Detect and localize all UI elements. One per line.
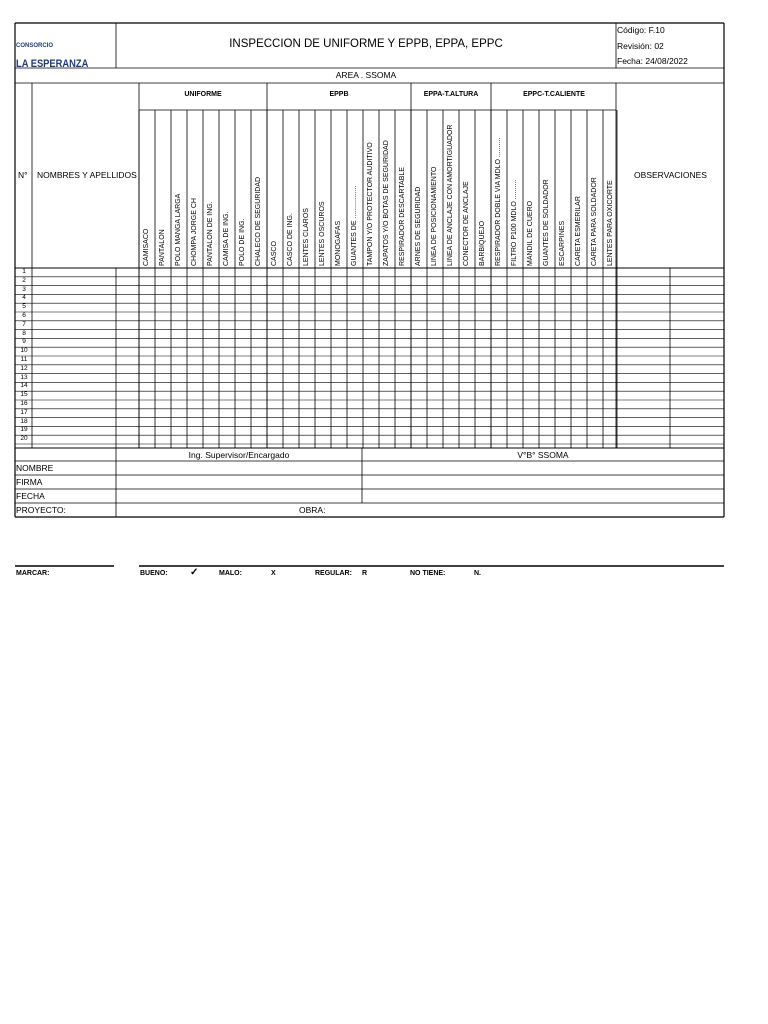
item-header: TAMPON Y/O PROTECTOR AUDITIVO [367, 142, 374, 266]
row-number: 19 [20, 426, 28, 434]
row-number: 13 [20, 373, 28, 381]
legend-regular: REGULAR: [315, 570, 352, 577]
legend-no-tiene: NO TIENE: [410, 570, 446, 577]
item-header: CAMISACO [143, 228, 150, 266]
row-number: 10 [20, 347, 28, 355]
item-header: ARNES DE SEGURIDAD [415, 186, 422, 266]
row-number: 16 [20, 400, 28, 407]
firma-label: FIRMA [16, 477, 43, 487]
item-header: BARBIQUEJO [479, 220, 486, 266]
row-number: 7 [22, 320, 26, 328]
item-header: MONOGAFAS [335, 220, 342, 266]
item-header: LENTES PARA OXICORTE [607, 180, 614, 266]
logo-big-text: LA ESPERANZA [16, 57, 89, 70]
fecha-label: FECHA [16, 491, 45, 501]
row-number: 20 [20, 435, 28, 443]
row-number: 3 [22, 285, 26, 293]
row-number: 15 [20, 391, 28, 399]
legend-malo: MALO: [219, 570, 242, 577]
item-header: PANTALON [159, 229, 166, 266]
row-number: 17 [20, 408, 28, 416]
legend-bueno: BUENO: [140, 570, 168, 577]
row-number: 12 [20, 364, 28, 372]
form-revision: Revisión: 02 [617, 41, 664, 51]
row-number: 1 [22, 268, 26, 275]
row-number: 4 [22, 294, 26, 302]
observations-header: OBSERVACIONES [634, 170, 707, 180]
row-number: 2 [22, 276, 26, 284]
nombre-label: NOMBRE [16, 463, 54, 473]
row-number: 6 [22, 312, 26, 319]
row-number: 18 [20, 417, 28, 425]
item-header: CHOMPA JORGE CH [191, 198, 198, 266]
item-header: CAMISA DE ING. [223, 211, 230, 266]
company-logo [16, 37, 116, 70]
item-header: GUANTES DE SOLDADOR [543, 179, 550, 266]
item-header: POLO DE ING. [239, 218, 246, 266]
check-icon: ✓ [190, 567, 199, 578]
item-header: LINEA DE POSICIONAMIENTO [431, 166, 438, 266]
item-header: CONECTOR DE ANCLAJE [463, 181, 470, 266]
legend-malo-mark: X [271, 570, 276, 577]
area-label: AREA . SSOMA [335, 70, 397, 80]
form-code: Código: F.10 [617, 25, 665, 35]
names-header: NOMBRES Y APELLIDOS [37, 170, 137, 180]
legend-regular-mark: R [362, 570, 368, 577]
row-number: 14 [20, 382, 28, 390]
supervisor-label: Ing. Supervisor/Encargado [188, 450, 290, 460]
group-header: EPPC-T.CALIENTE [523, 91, 585, 98]
item-header: ZAPATOS Y/O BOTAS DE SEGURIDAD [383, 140, 390, 266]
logo-small-text: CONSORCIO [16, 42, 54, 49]
item-header: LINEA DE ANCLAJE CON AMORTIGUADOR [447, 124, 454, 266]
item-header: CARETA ESMERILAR [575, 196, 582, 266]
obra-label: OBRA: [299, 505, 326, 515]
ssoma-label: V°B° SSOMA [517, 450, 569, 460]
legend-marcar: MARCAR: [16, 570, 50, 577]
legend-no-tiene-mark: N. [474, 570, 481, 577]
item-header: PANTALON DE ING. [207, 201, 214, 266]
group-header: UNIFORME [184, 91, 222, 98]
item-header: POLO MANGA LARGA [175, 193, 182, 266]
group-header: EPPA-T.ALTURA [423, 91, 479, 98]
form-title: INSPECCION DE UNIFORME Y EPPB, EPPA, EPPC [229, 38, 503, 50]
item-header: RESPIRADOR DESCARTABLE [399, 167, 406, 266]
item-header: CASCO DE ING. [287, 213, 294, 266]
item-header: LENTES OSCUROS [319, 201, 326, 266]
row-number: 8 [22, 329, 26, 337]
item-header: CARETA PARA SOLDADOR [591, 177, 598, 266]
grid-lines [15, 23, 724, 566]
row-number: 9 [22, 338, 26, 346]
proyecto-label: PROYECTO: [16, 505, 66, 515]
item-header: RESPIRADOR DOBLE VIA MDLO .......... [495, 137, 502, 266]
item-header: FILTRO P100 MDLO .......... [511, 179, 518, 266]
item-header: ESCARPINES [559, 220, 566, 266]
form-date: Fecha: 24/08/2022 [617, 56, 688, 66]
number-header: N° [18, 170, 28, 180]
row-number: 11 [20, 356, 28, 363]
item-header: CHALECO DE SEGURIDAD [255, 176, 262, 266]
item-header: GUANTES DE ................. [351, 185, 358, 266]
group-header: EPPB [329, 91, 349, 98]
item-header: LENTES CLAROS [303, 208, 310, 266]
item-header: MANDIL DE CUERO [527, 200, 534, 266]
item-header: CASCO [271, 241, 278, 266]
row-number: 5 [22, 303, 26, 311]
